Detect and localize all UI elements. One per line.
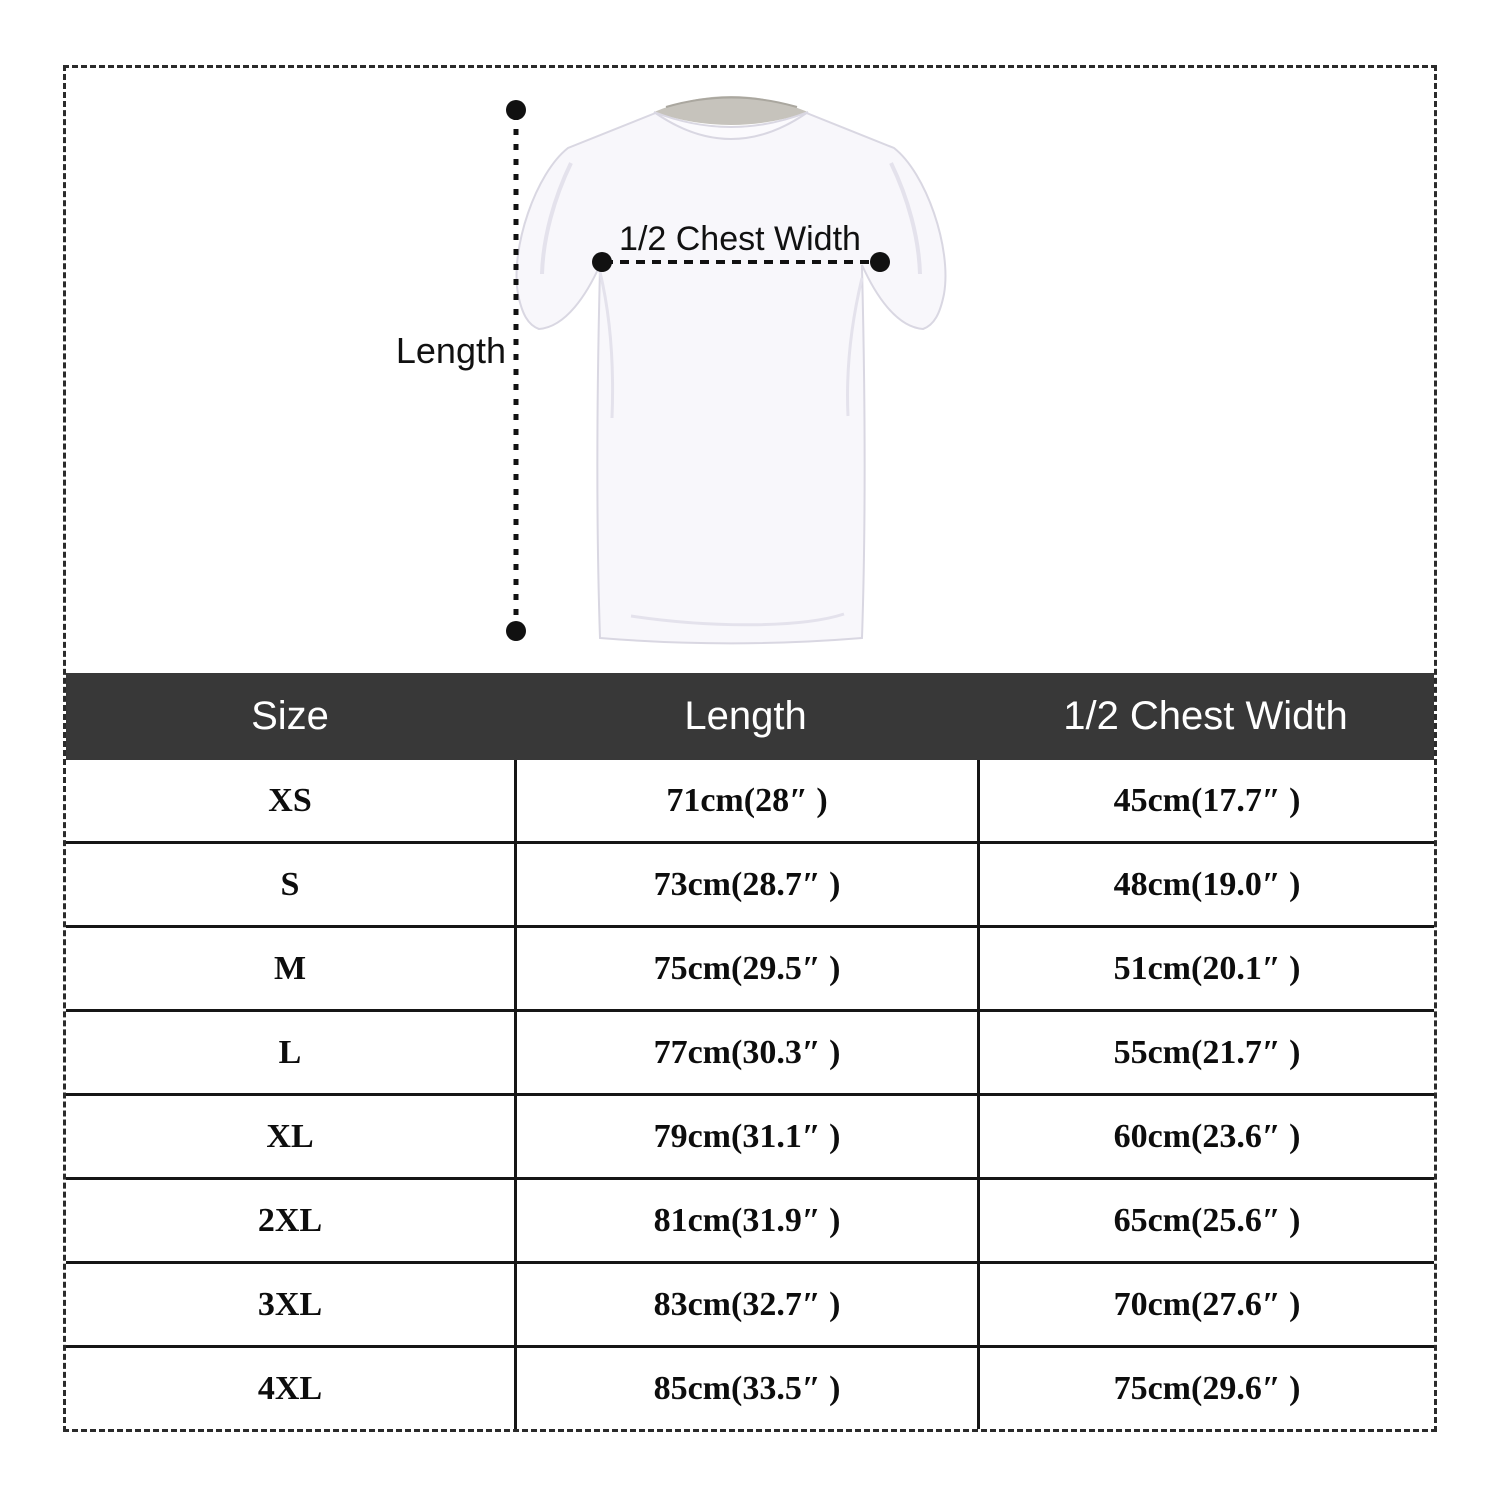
table-row: [66, 1348, 1434, 1429]
dashed-frame: [63, 65, 1437, 1432]
table-row: [66, 760, 1434, 844]
chest-cell: 75cm(29.6″ ): [977, 1348, 1434, 1429]
size-table: [66, 673, 1434, 1429]
length-endpoint-top: [506, 100, 526, 120]
size-cell: 3XL: [257, 1285, 323, 1323]
header-chest: 1/2 Chest Width: [1063, 694, 1348, 738]
chest-label: 1/2 Chest Width: [619, 220, 861, 258]
size-cell: S: [280, 865, 300, 903]
length-cell: 83cm(32.7″ ): [514, 1264, 977, 1345]
chest-cell: 60cm(23.6″ ): [977, 1096, 1434, 1177]
size-cell: XL: [266, 1117, 314, 1155]
table-header-row: [66, 673, 1434, 760]
size-cell: XS: [268, 781, 312, 819]
header-size: Size: [251, 694, 329, 738]
chest-cell: 48cm(19.0″ ): [977, 844, 1434, 925]
length-cell: 79cm(31.1″ ): [514, 1096, 977, 1177]
chest-endpoint-right: [870, 252, 890, 272]
chest-cell: 51cm(20.1″ ): [977, 928, 1434, 1009]
size-cell: L: [278, 1033, 302, 1071]
length-cell: 71cm(28″ ): [514, 760, 977, 841]
table-row: [66, 928, 1434, 1012]
length-cell: 81cm(31.9″ ): [514, 1180, 977, 1261]
size-cell: 2XL: [257, 1201, 323, 1239]
table-row: [66, 1180, 1434, 1264]
chest-cell: 45cm(17.7″ ): [977, 760, 1434, 841]
table-row: [66, 1096, 1434, 1180]
length-cell: 75cm(29.5″ ): [514, 928, 977, 1009]
length-cell: 73cm(28.7″ ): [514, 844, 977, 925]
size-cell: M: [273, 949, 307, 987]
table-row: [66, 844, 1434, 928]
chest-cell: 70cm(27.6″ ): [977, 1264, 1434, 1345]
length-cell: 85cm(33.5″ ): [514, 1348, 977, 1429]
chest-endpoint-left: [592, 252, 612, 272]
table-row: [66, 1012, 1434, 1096]
header-length: Length: [684, 694, 807, 738]
length-cell: 77cm(30.3″ ): [514, 1012, 977, 1093]
chest-cell: 65cm(25.6″ ): [977, 1180, 1434, 1261]
tshirt-body: [517, 112, 946, 643]
tshirt-illustration: [66, 68, 1434, 673]
length-endpoint-bottom: [506, 621, 526, 641]
chest-cell: 55cm(21.7″ ): [977, 1012, 1434, 1093]
size-cell: 4XL: [257, 1369, 323, 1407]
table-row: [66, 1264, 1434, 1348]
length-label: Length: [395, 330, 506, 371]
measurement-diagram: [66, 68, 1434, 673]
